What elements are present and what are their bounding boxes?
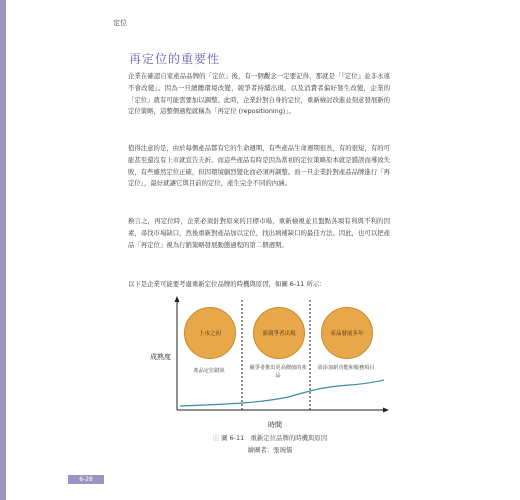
stage-note: 競爭者推出更高價值的產品: [249, 365, 307, 379]
stage-circle-launch: [184, 307, 236, 359]
caption-text: 圖 6-11 重新定位品牌的時機與原因: [221, 434, 328, 442]
stage-circle-mature-product: [321, 307, 373, 359]
info-circle-icon: ⓘ: [212, 434, 220, 442]
y-axis-label: 成熟度: [150, 353, 171, 361]
page-number: 6-28: [68, 475, 104, 484]
stage-title: 產品發展多年: [330, 331, 364, 337]
figure-credit: 繪圖者：張琬儒: [247, 446, 293, 454]
stage-circle-new-competitor: [253, 307, 305, 359]
paragraph: 企業在確認自家產品品牌的「定位」後，有一個觀念一定要記得，那就是「『定位』並非永遠不會改變」。因為一旦總體環境改變、競爭者持續出現，以及消費者偏好發生改變，企業的「定位」就有可能需要加以調整。此時，企業針對自身的定位，重新檢討改進並刻意發展新的定位策略，這整個過程就稱為「再定位 (repositioning)」。: [128, 72, 391, 116]
stage-note: 產品定位錯誤: [193, 368, 225, 374]
paragraph: 值得注意的是，由於每個產品都有它的生命週期，有些產品生命週期很長，有的很短，有的可能甚至還沒有上市就宣告夭折。而這些產品有時是因為當初的定位策略原本就是錯誤而導致失敗，有些雖然定位正確，但因環境劇烈變化而必須再調整。而一旦企業針對產品品牌進行「再定位」，最好就讓它與目前的定位，產生完全不同的內涵。: [128, 144, 391, 188]
x-axis-label: 時間: [268, 421, 282, 429]
stage-note: 需添加新功能和服務項目: [317, 365, 375, 371]
paragraph: 換言之，再定位時，企業必須針對原來的目標市場，重新檢視並且盤點各項有利與不利的因素，尋找市場缺口，然後重新對產品加以定位，找出填補缺口的最佳方法。因此，也可以把產品「再定位」視為行銷策略發展動態過程的第二個週期。: [128, 217, 391, 249]
sidebar-accent-bar: [0, 0, 6, 500]
y-axis-arrow: [175, 296, 180, 302]
figure-caption: [170, 433, 370, 442]
x-axis-arrow: [383, 408, 389, 413]
stage-title: 上市之初: [198, 331, 221, 337]
section-title: 再定位的重要性: [129, 52, 221, 66]
stage-title: 新競爭者出現: [262, 331, 296, 337]
paragraph: 以下是企業可能要考慮重新定位品牌的時機與原因，如圖 6-11 所示：: [128, 280, 326, 288]
chapter-label: 定位: [113, 19, 127, 27]
maturity-curve: [180, 380, 384, 406]
